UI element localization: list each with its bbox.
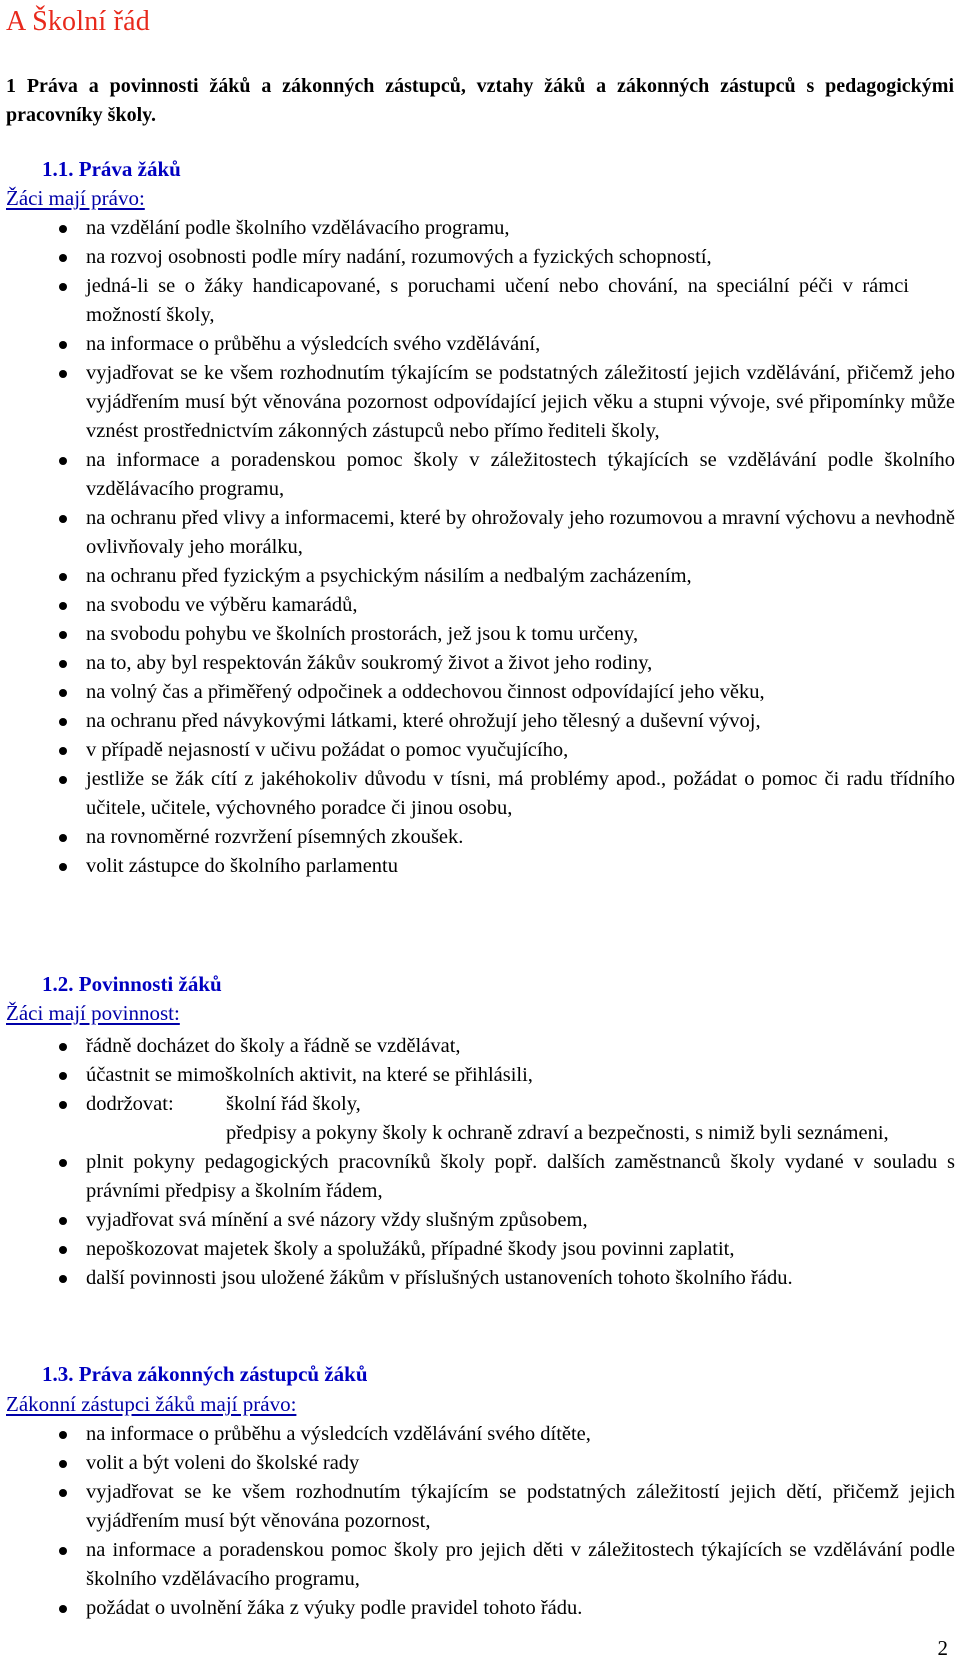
duties-list xyxy=(0,1032,955,1293)
list-item: na svobodu ve výběru kamarádů, xyxy=(0,591,955,620)
list-item: nepoškozovat majetek školy a spolužáků, případné škody jsou povinni zaplatit, xyxy=(0,1235,955,1264)
list-item: jestliže se žák cítí z jakéhokoliv důvodu v tísni, má problémy apod., požádat o pomoc či radu třídního učitele, učitele, výchovného poradce či jinou osobu, xyxy=(0,765,955,823)
list-item: na ochranu před vlivy a informacemi, které by ohrožovaly jeho rozumovou a mravní výchovu a nevhodně ovlivňovaly jeho morálku, xyxy=(0,504,955,562)
list-item: na ochranu před fyzickým a psychickým násilím a nedbalým zacházením, xyxy=(0,562,955,591)
section-title: Práva zákonných zástupců žáků xyxy=(78,1362,368,1386)
list-item: na informace a poradenskou pomoc školy v záležitostech týkajících se vzdělávání podle školního vzdělávacího programu, xyxy=(0,446,955,504)
list-item-label: dodržovat: xyxy=(86,1093,174,1115)
list-item-subline: předpisy a pokyny školy k ochraně zdraví a bezpečnosti, s nimiž byli seznámeni, xyxy=(226,1122,889,1144)
list-item: další povinnosti jsou uložené žákům v příslušných ustanoveních tohoto školního řádu. xyxy=(0,1264,955,1293)
list-item: na svobodu pohybu ve školních prostorách, jež jsou k tomu určeny, xyxy=(0,620,955,649)
section-heading-rights xyxy=(42,157,181,182)
section-number: 1.1. xyxy=(42,157,74,181)
list-item: na ochranu před návykovými látkami, které ohrožují jeho tělesný a duševní vývoj, xyxy=(0,707,955,736)
list-item: na vzdělání podle školního vzdělávacího programu, xyxy=(0,214,955,243)
list-item: vyjadřovat se ke všem rozhodnutím týkajícím se podstatných záležitostí jejich vzdělávání, přičemž jeho vyjádřením musí být věnována pozornost odpovídající jejich věku a stupni vývoje, své připomínky může vznést prostřednictvím zákonných zástupců nebo přímo řediteli školy, xyxy=(0,359,955,446)
page-number: 2 xyxy=(937,1636,948,1660)
list-item xyxy=(0,1090,955,1148)
list-item: řádně docházet do školy a řádně se vzdělávat, xyxy=(0,1032,955,1061)
guardian-rights-list xyxy=(0,1420,955,1623)
section-heading-guardian-rights xyxy=(42,1362,368,1387)
list-item: na to, aby byl respektován žákův soukromý život a život jeho rodiny, xyxy=(0,649,955,678)
document-title: A Školní řád xyxy=(6,6,150,37)
list-item: požádat o uvolnění žáka z výuky podle pravidel tohoto řádu. xyxy=(0,1594,955,1623)
list-item-text-tail: možností školy, xyxy=(86,304,215,326)
list-item: plnit pokyny pedagogických pracovníků školy popř. dalších zaměstnanců školy vydané v souladu s právními předpisy a školním řádem, xyxy=(0,1148,955,1206)
list-item: vyjadřovat svá mínění a své názory vždy slušným způsobem, xyxy=(0,1206,955,1235)
list-item: vyjadřovat se ke všem rozhodnutím týkajícím se podstatných záležitostí jejich dětí, přičemž jejich vyjádřením musí být věnována pozornost, xyxy=(0,1478,955,1536)
list-item: volit a být voleni do školské rady xyxy=(0,1449,955,1478)
section-number: 1.2. xyxy=(42,972,74,996)
section-intro: Žáci mají právo: xyxy=(6,186,145,210)
section-number: 1.3. xyxy=(42,1362,74,1386)
list-item: na volný čas a přiměřený odpočinek a oddechovou činnost odpovídající jeho věku, xyxy=(0,678,955,707)
list-item-text: jedná-li se o žáky handicapované, s poruchami učení nebo chování, na speciální péči v rámci xyxy=(86,275,909,297)
list-item: účastnit se mimoškolních aktivit, na které se přihlásili, xyxy=(0,1061,955,1090)
chapter-heading: 1 Práva a povinnosti žáků a zákonných zástupců, vztahy žáků a zákonných zástupců s pedagogickými pracovníky školy. xyxy=(6,75,954,126)
list-item: na rovnoměrné rozvržení písemných zkoušek. xyxy=(0,823,955,852)
list-item: na rozvoj osobnosti podle míry nadání, rozumových a fyzických schopností, xyxy=(0,243,955,272)
list-item-text: školní řád školy, xyxy=(226,1093,361,1115)
list-item: na informace o průběhu a výsledcích svého vzdělávání, xyxy=(0,330,955,359)
list-item: v případě nejasností v učivu požádat o pomoc vyučujícího, xyxy=(0,736,955,765)
list-item: volit zástupce do školního parlamentu xyxy=(0,852,955,881)
list-item: na informace o průběhu a výsledcích vzdělávání svého dítěte, xyxy=(0,1420,955,1449)
section-title: Práva žáků xyxy=(78,157,181,181)
section-title: Povinnosti žáků xyxy=(78,972,222,996)
list-item xyxy=(0,272,955,330)
rights-list xyxy=(0,214,955,881)
section-intro: Žáci mají povinnost: xyxy=(6,1001,180,1025)
section-heading-duties xyxy=(42,972,222,997)
list-item: na informace a poradenskou pomoc školy pro jejich děti v záležitostech týkajících se vzdělávání podle školního vzdělávacího programu, xyxy=(0,1536,955,1594)
section-intro: Zákonní zástupci žáků mají právo: xyxy=(6,1392,297,1416)
